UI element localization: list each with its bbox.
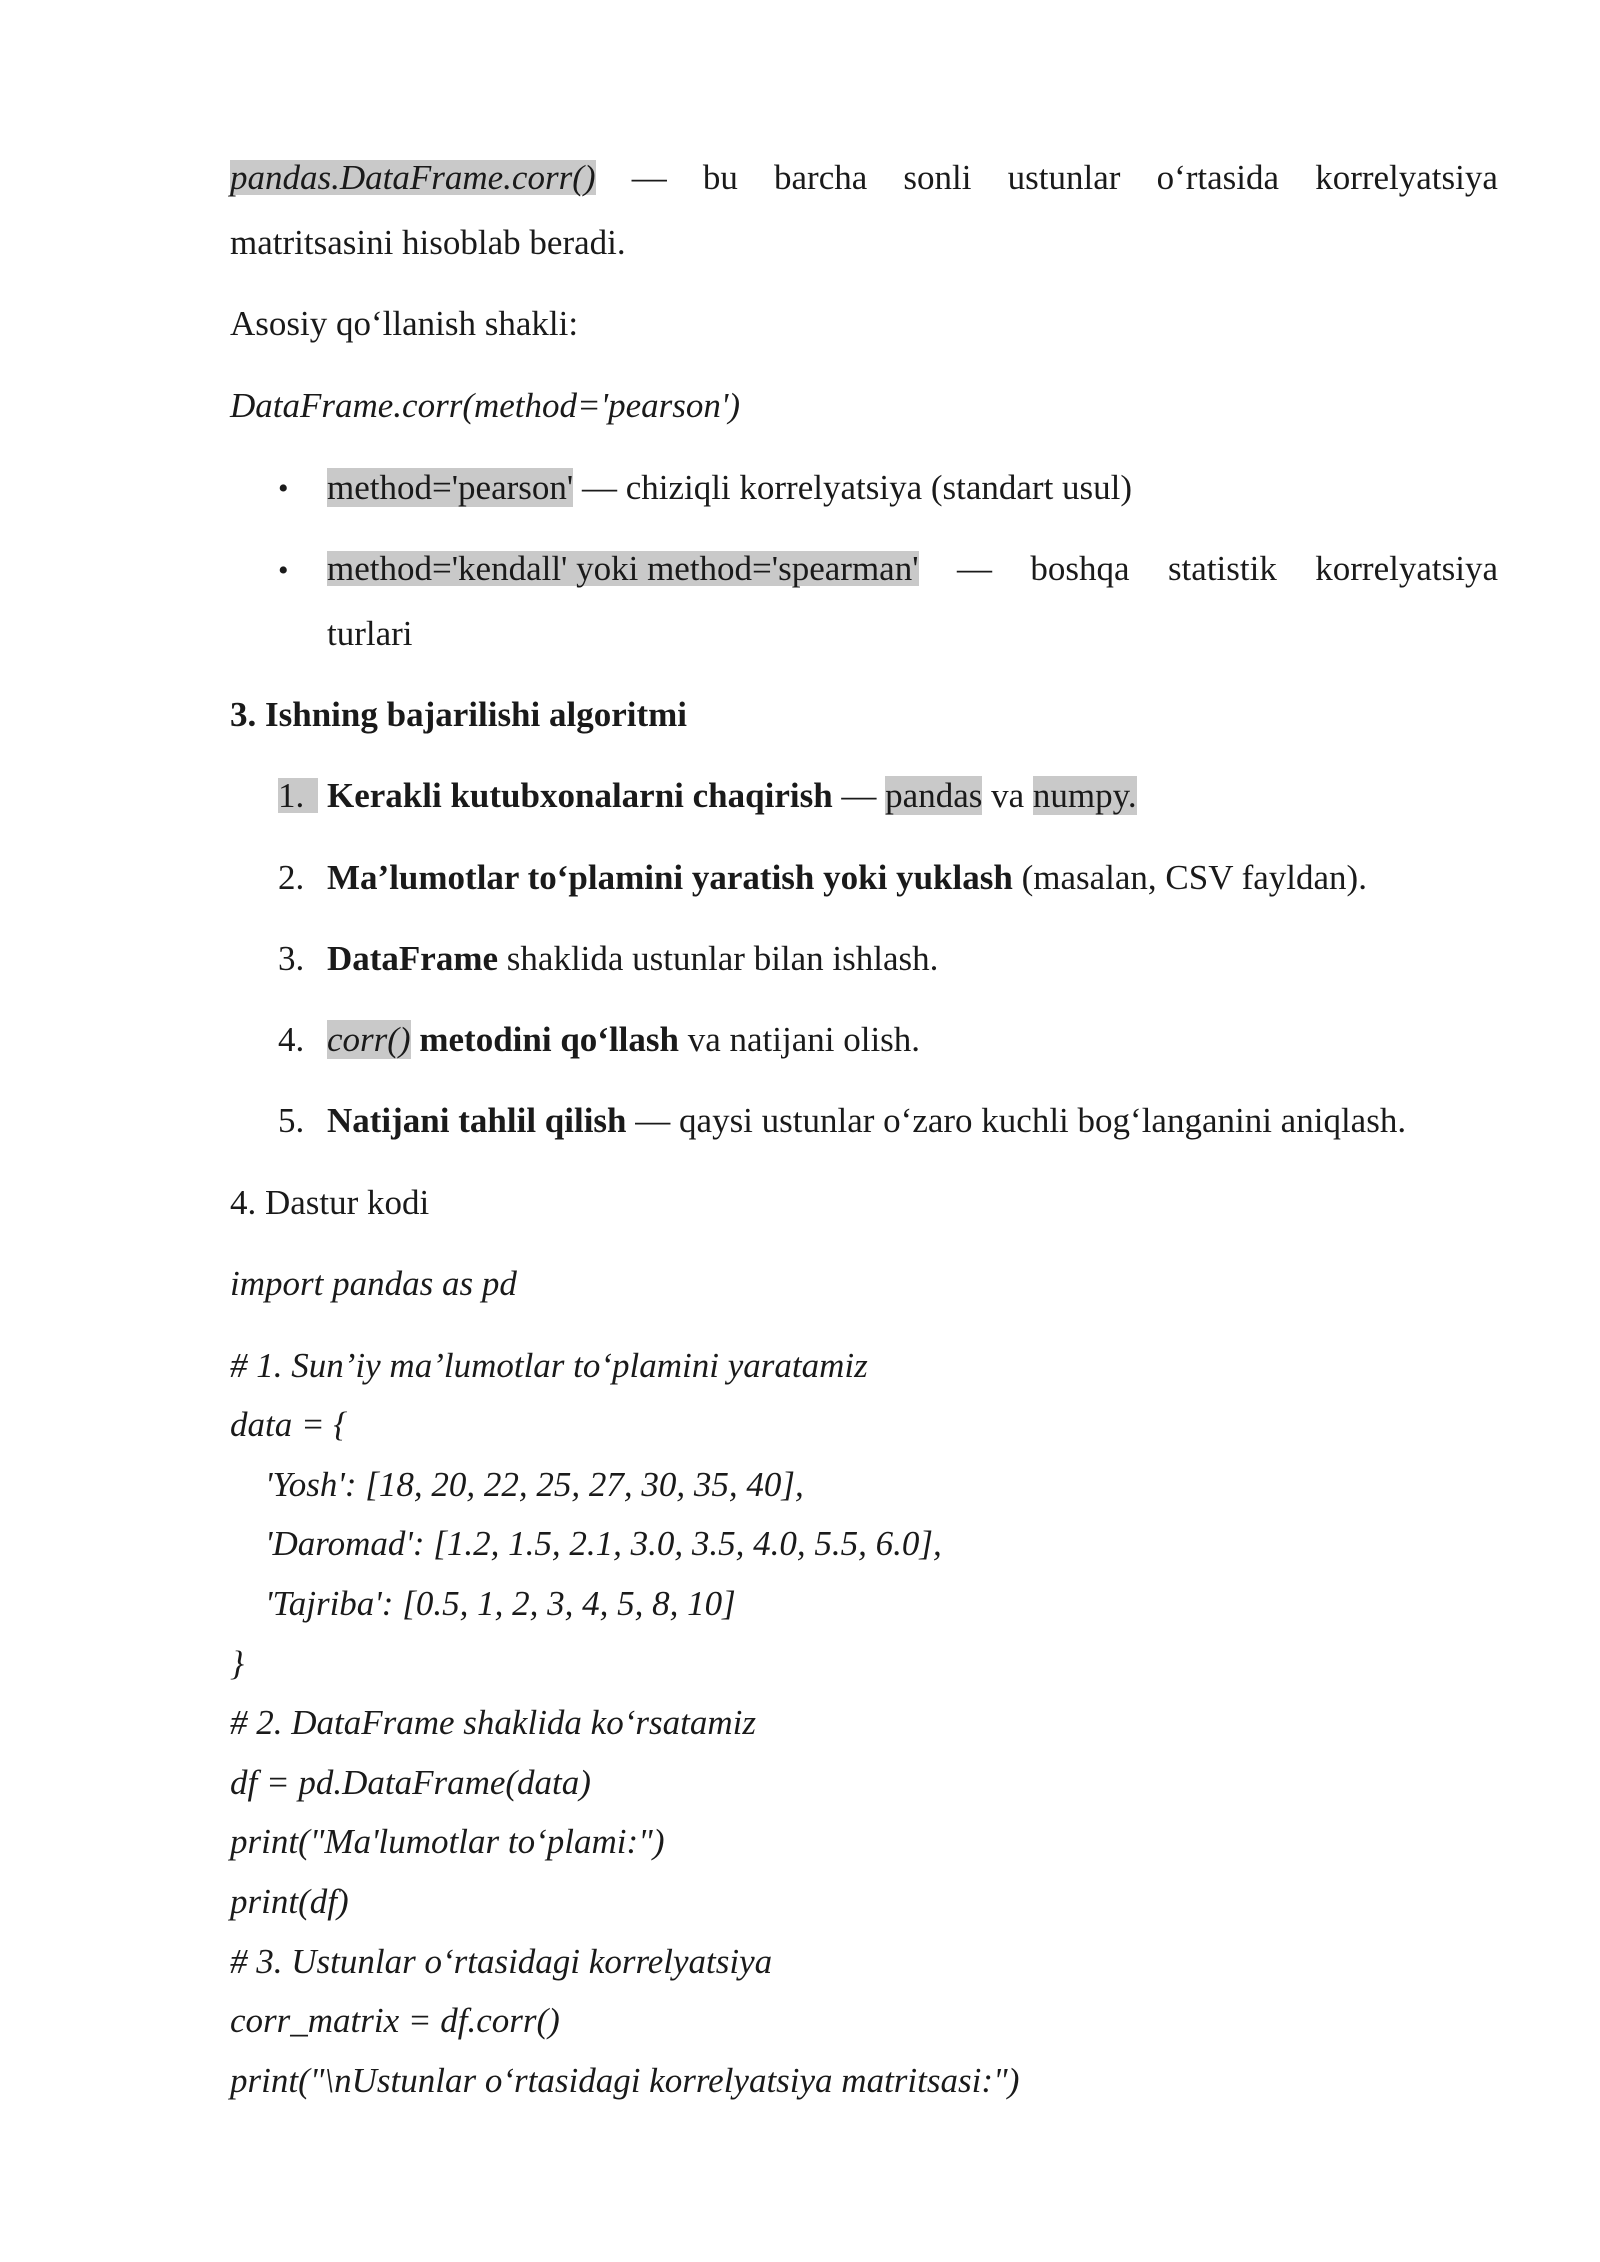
step-number: 5.: [278, 1101, 305, 1140]
step-2: [327, 860, 1367, 895]
code-line: print(df): [230, 1882, 349, 1921]
bullet-word: boshqa: [1030, 549, 1130, 588]
intro-word: korrelyatsiya: [1315, 158, 1498, 197]
section-heading: 3. Ishning bajarilishi algoritmi: [230, 695, 688, 734]
intro-line-1: [230, 160, 1498, 195]
bullet-marker: •: [278, 472, 289, 505]
code-line: df = pd.DataFrame(data): [230, 1763, 591, 1802]
step-number: 3.: [278, 939, 305, 978]
step-5: [327, 1103, 1406, 1138]
lib-numpy: numpy.: [1032, 776, 1137, 815]
step-number: 1.: [278, 778, 318, 813]
method-name: pandas.DataFrame.corr(): [230, 158, 596, 197]
bullet-text: — chiziqli korrelyatsiya (standart usul): [573, 468, 1133, 507]
step-title: Ma’lumotlar to‘plamini yaratish yoki yuklash: [327, 858, 1013, 897]
bullet-code: method='pearson': [327, 468, 574, 507]
code-line: corr_matrix = df.corr(): [230, 2001, 560, 2040]
code-line: 'Tajriba': [0.5, 1, 2, 3, 4, 5, 8, 10]: [230, 1584, 736, 1623]
code-line: # 1. Sun’iy ma’lumotlar to‘plamini yaratamiz: [230, 1346, 868, 1385]
step-dash: —: [832, 776, 886, 815]
section-heading: 4. Dastur kodi: [230, 1183, 430, 1222]
intro-word: —: [631, 158, 667, 197]
usage-signature: DataFrame.corr(method='pearson'): [230, 386, 741, 425]
step-rest: shaklida ustunlar bilan ishlash.: [498, 939, 939, 978]
code-line: print("\nUstunlar o‘rtasidagi korrelyatsiya matritsasi:"): [230, 2061, 1020, 2100]
intro-word: bu: [702, 158, 738, 197]
code-line: }: [230, 1644, 244, 1683]
intro-word: ustunlar: [1007, 158, 1121, 197]
code-line: # 3. Ustunlar o‘rtasidagi korrelyatsiya: [230, 1942, 773, 1981]
bullet-item-2: [327, 551, 1498, 586]
lib-pandas: pandas: [885, 776, 983, 815]
code-line: data = {: [230, 1405, 348, 1444]
code-line: 'Yosh': [18, 20, 22, 25, 27, 30, 35, 40],: [230, 1465, 804, 1504]
step-title: Natijani tahlil qilish: [327, 1101, 627, 1140]
intro-word: barcha: [774, 158, 868, 197]
bullet-code: method='kendall' yoki method='spearman': [327, 549, 919, 588]
step-title: metodini qo‘llash: [410, 1020, 679, 1059]
code-line: # 2. DataFrame shaklida ko‘rsatamiz: [230, 1703, 756, 1742]
step-rest: (masalan, CSV fayldan).: [1012, 858, 1367, 897]
intro-line-2: matritsasini hisoblab beradi.: [230, 223, 626, 262]
bullet-word: —: [956, 549, 992, 588]
usage-label: Asosiy qo‘llanish shakli:: [230, 304, 579, 343]
bullet-word: statistik: [1167, 549, 1277, 588]
step-number: 2.: [278, 858, 305, 897]
step-rest: va natijani olish.: [678, 1020, 921, 1059]
code-line: print("Ma'lumotlar to‘plami:"): [230, 1822, 665, 1861]
bullet-item-1: [327, 470, 1132, 505]
bullet-word: korrelyatsiya: [1315, 549, 1498, 588]
step-1: [327, 778, 1137, 813]
step-rest: — qaysi ustunlar o‘zaro kuchli bog‘langanini aniqlash.: [626, 1101, 1407, 1140]
step-title: Kerakli kutubxonalarni chaqirish: [327, 776, 833, 815]
step-3: [327, 941, 938, 976]
intro-word: sonli: [903, 158, 972, 197]
step-title: DataFrame: [327, 939, 499, 978]
step-code: corr(): [327, 1020, 411, 1059]
bullet-marker: •: [278, 554, 289, 587]
code-line: 'Daromad': [1.2, 1.5, 2.1, 3.0, 3.5, 4.0, 5.5, 6.0],: [230, 1524, 942, 1563]
step-4: [327, 1022, 920, 1057]
code-line: import pandas as pd: [230, 1264, 517, 1303]
bullet-item-2-cont: turlari: [327, 614, 413, 653]
step-number: 4.: [278, 1020, 305, 1059]
intro-word: o‘rtasida: [1156, 158, 1280, 197]
step-connector: va: [982, 776, 1033, 815]
